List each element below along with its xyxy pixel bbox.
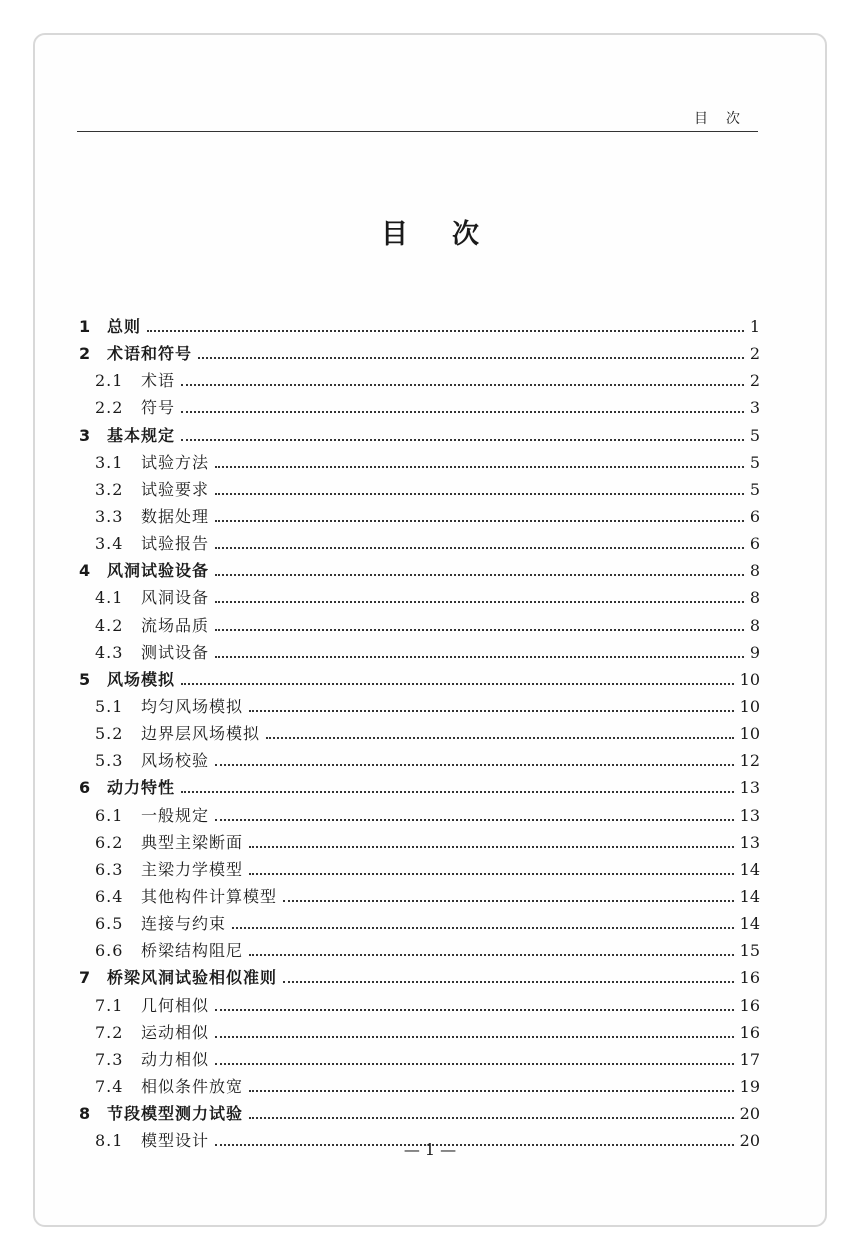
toc-entry-title: 运动相似 [141,1022,210,1042]
toc-entry-number: 3.2 [95,479,124,499]
dot-leader [215,602,744,631]
toc-entry-title: 均匀风场模拟 [141,696,244,716]
dot-leader [215,520,744,549]
dot-leader [181,412,744,441]
toc-entry-title: 风洞试验设备 [107,561,210,581]
toc-entry-number: 3.3 [95,506,124,526]
toc-entry-number: 2.2 [95,398,124,418]
toc-entry-title: 测试设备 [141,642,210,662]
page-number: — 1 — [403,1140,457,1159]
dot-leader [181,656,734,685]
toc-entry-number: 6.5 [95,914,124,934]
dot-leader [181,764,734,793]
dot-leader [215,547,744,576]
dot-leader [215,1036,734,1065]
toc-entry-title: 流场品质 [141,615,210,635]
toc-entry-number: 3.4 [95,534,124,554]
toc-entry-title: 边界层风场模拟 [141,724,261,744]
toc-entry-title: 动力特性 [107,778,176,798]
toc-entry-number: 4 [79,561,91,581]
toc-entry-title: 桥梁风洞试验相似准则 [107,968,278,988]
toc-entry-title: 动力相似 [141,1049,210,1069]
toc-entry-title: 风洞设备 [141,588,210,608]
dot-leader [249,683,734,712]
dot-leader [181,384,744,413]
toc-entry-title: 其他构件计算模型 [141,886,278,906]
dot-leader [215,982,734,1011]
toc-entry-number: 5.3 [95,751,124,771]
toc-entry-page: 19 [739,1076,760,1096]
toc-entry-number: 2 [79,344,91,364]
dot-leader [266,710,734,739]
dot-leader [215,439,744,468]
toc-entry-title: 术语 [141,371,176,391]
toc-entry-title: 试验报告 [141,534,210,554]
toc-entry-title: 基本规定 [107,425,176,445]
toc-entry-number: 7 [79,968,91,988]
toc-entry-page: 5 [749,425,760,445]
toc-entry-page: 9 [749,642,760,662]
toc-entry-number: 7.1 [95,995,124,1015]
toc-entry-number: 1 [79,317,91,336]
toc-chapter-entry[interactable] [77,330,760,364]
toc-entry-page: 6 [749,534,760,554]
toc-entry-title: 总则 [107,317,142,336]
toc-entry-page: 8 [749,588,760,608]
toc-entry-number: 2.1 [95,371,124,391]
toc-entry-page: 17 [739,1049,760,1069]
toc-entry-page: 16 [739,1022,760,1042]
toc-entry-page: 13 [739,832,760,852]
toc-entry-page: 5 [749,452,760,472]
toc-entry-page: 20 [739,1104,760,1124]
toc-entry-title: 相似条件放宽 [141,1076,244,1096]
toc-entry-title: 风场模拟 [107,669,176,689]
toc-entry-title: 一般规定 [141,805,210,825]
toc-entry-number: 6.6 [95,941,124,961]
toc-entry-title: 节段模型测力试验 [107,1104,244,1124]
toc-entry-page: 8 [749,561,760,581]
toc-entry-page: 5 [749,479,760,499]
toc-entry-number: 6.1 [95,805,124,825]
toc-entry-title: 典型主梁断面 [141,832,244,852]
table-of-contents [77,303,760,1151]
toc-entry-title: 桥梁结构阻尼 [141,941,244,961]
toc-entry-number: 7.4 [95,1076,124,1096]
dot-leader [215,466,744,495]
dot-leader [215,574,744,603]
dot-leader [147,303,744,332]
toc-entry-page: 14 [739,886,760,906]
toc-entry-page: 16 [739,995,760,1015]
running-header: 目次 [694,111,758,127]
toc-entry-page: 8 [749,615,760,635]
toc-entry-number: 3 [79,425,91,445]
toc-entry-number: 4.1 [95,588,124,608]
dot-leader [181,357,744,386]
dot-leader [215,1009,734,1038]
toc-entry-number: 5 [79,669,91,689]
toc-entry-page: 12 [739,751,760,771]
page-title: 目次 [381,219,523,250]
toc-entry-number: 6.2 [95,832,124,852]
toc-entry-page: 14 [739,859,760,879]
toc-entry-page: 10 [739,724,760,744]
toc-entry-page: 3 [749,398,760,418]
toc-entry-title: 主梁力学模型 [141,859,244,879]
toc-entry-page: 6 [749,506,760,526]
toc-entry-number: 7.2 [95,1022,124,1042]
toc-entry-page: 16 [739,968,760,988]
dot-leader [215,737,734,766]
toc-entry-number: 6.4 [95,886,124,906]
dot-leader [215,493,744,522]
toc-entry-page: 13 [739,778,760,798]
dot-leader [249,1063,734,1092]
header-rule [77,131,758,132]
dot-leader [215,629,744,658]
toc-entry-number: 3.1 [95,452,124,472]
toc-entry-page: 1 [749,317,760,336]
toc-entry-title: 试验要求 [141,479,210,499]
dot-leader [249,1090,734,1119]
toc-entry-number: 7.3 [95,1049,124,1069]
dot-leader [249,819,734,848]
toc-entry-page: 10 [739,696,760,716]
toc-entry-page: 13 [739,805,760,825]
dot-leader [283,873,734,902]
toc-entry-page: 2 [749,371,760,391]
toc-entry-title: 符号 [141,398,176,418]
toc-entry-page: 14 [739,914,760,934]
dot-leader [232,900,734,929]
toc-entry-title: 风场校验 [141,751,210,771]
toc-entry-page: 2 [749,344,760,364]
dot-leader [283,954,734,983]
toc-entry-title: 试验方法 [141,452,210,472]
toc-entry-number: 8 [79,1104,91,1124]
toc-entry-number: 4.3 [95,642,124,662]
dot-leader [249,927,734,956]
toc-chapter-entry[interactable] [77,303,760,336]
dot-leader [249,846,734,875]
toc-entry-number: 5.1 [95,696,124,716]
toc-entry-title: 术语和符号 [107,344,193,364]
dot-leader [215,792,734,821]
toc-entry-title: 模型设计 [141,1131,210,1151]
toc-entry-title: 数据处理 [141,506,210,526]
toc-entry-page: 20 [739,1131,760,1151]
toc-entry-page: 15 [739,941,760,961]
toc-entry-number: 5.2 [95,724,124,744]
toc-entry-number: 8.1 [95,1131,124,1151]
toc-entry-number: 4.2 [95,615,124,635]
toc-entry-number: 6 [79,778,91,798]
toc-entry-title: 连接与约束 [141,914,227,934]
toc-entry-page: 10 [739,669,760,689]
dot-leader [198,330,744,359]
toc-entry-title: 几何相似 [141,995,210,1015]
toc-entry-number: 6.3 [95,859,124,879]
